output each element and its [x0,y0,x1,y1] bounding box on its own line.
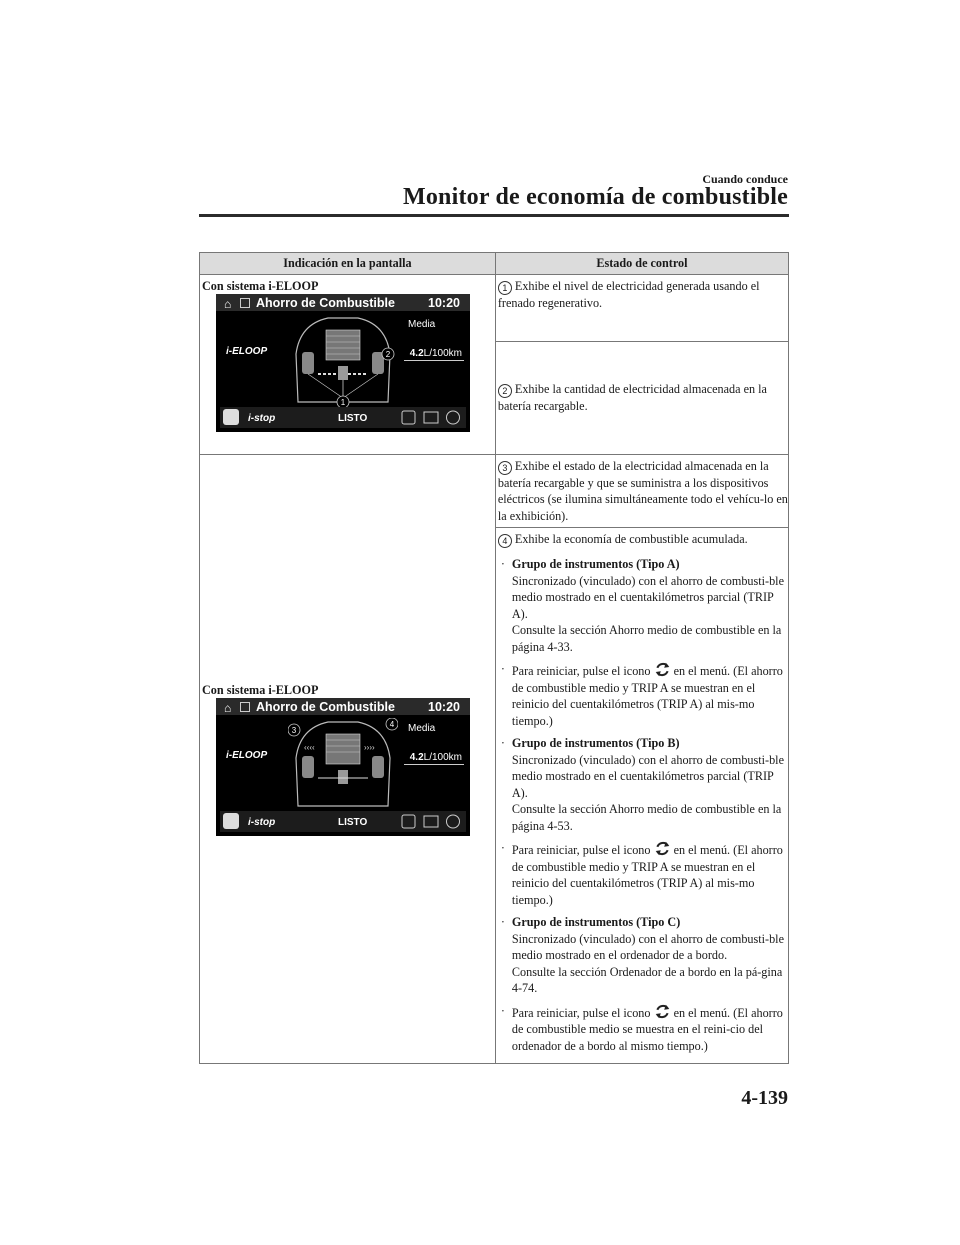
bullet-heading: Grupo de instrumentos (Tipo C) [511,915,681,929]
status-cell-1 [495,274,788,341]
home-icon: ⌂ [224,701,232,715]
bullet-text: Para reiniciar, pulse el icono [511,664,651,678]
auto-icon [223,813,239,829]
callout-4-icon: 4 [498,534,512,548]
status-icons [400,409,462,426]
col-header-display: Indicación en la pantalla [200,253,496,275]
average-label: Media [408,319,436,330]
display-cell-2 [200,454,496,1064]
screen-clock: 10:20 [428,296,460,310]
istop-label: i-stop [248,413,276,424]
callout-1: 1 [340,398,346,407]
istop-label: i-stop [248,817,276,828]
eloop-label: i-ELOOP [226,346,268,357]
monitor-screen-1 [216,294,470,432]
readout-underline [404,764,464,765]
bullet-text: Sincronizado (vinculado) con el ahorro de combusti-ble medio mostrado en el cuentakilómetros parcial (TRIP A). [511,752,784,800]
table-row [200,274,789,341]
screen-status-bar [220,811,466,832]
svg-text:››››: ›››› [364,743,375,752]
callout-2: 2 [385,350,391,359]
status-text-4: Exhibe la economía de combustible acumulada. [514,532,748,546]
status-text-3: Exhibe el estado de la electricidad almacenada en la batería recargable y que se suministra a los dispositivos eléctricos (se ilumina simultáneamente todo el vehícu-lo en la exhibición). [497,458,788,523]
car-diagram-icon [288,314,398,410]
instrument-list [498,556,788,1054]
home-icon: ⌂ [224,297,232,311]
page-number: 4-139 [741,1087,788,1109]
reset-icon [654,840,671,857]
table-row [200,454,789,528]
section-label: Cuando conduce [702,172,788,186]
list-item [498,1003,788,1055]
bullet-text: Para reiniciar, pulse el icono [511,843,651,857]
status-text-2: Exhibe la cantidad de electricidad almacenada en la batería recargable. [497,381,767,413]
fuel-economy-table [199,252,789,1064]
status-cell-3 [495,454,788,528]
row-label: Con sistema i-ELOOP [202,682,319,697]
bullet-text: en el menú. (El ahorro de combustible medio y TRIP A se muestran en el reinicio del cuentakilómetros (TRIP A) al mis-mo tiempo.) [511,843,783,907]
bullet-text: en el menú. (El ahorro de combustible medio y TRIP A se muestran en el reinicio del cuentakilómetros (TRIP A) al mis-mo tiempo.) [511,664,783,728]
bullet-text: Sincronizado (vinculado) con el ahorro de combusti-ble medio mostrado en el ordenador de a bordo. [511,931,784,962]
screen-title: Ahorro de Combustible [256,296,395,310]
callout-3: 3 [291,726,297,735]
header-rule [199,214,789,217]
list-item [498,914,788,997]
monitor-screen-2 [216,698,470,836]
list-item [498,735,788,834]
callout-1-icon: 1 [498,281,512,295]
bullet-text: Para reiniciar, pulse el icono [511,1005,651,1020]
fuel-value: 4.2 [409,348,424,359]
ready-label: LISTO [338,413,368,424]
menu-icon [240,702,250,712]
bullet-text: Sincronizado (vinculado) con el ahorro de combusti-ble medio mostrado en el cuentakilómetros parcial (TRIP A). [511,573,784,621]
reset-icon [654,1003,671,1020]
list-item [498,840,788,908]
fuel-value: 4.2 [409,752,424,763]
col-header-status: Estado de control [495,253,788,275]
bullet-text: Consulte la sección Ahorro medio de combustible en la página 4-33. [511,623,782,654]
fuel-unit: L/100km [423,752,462,763]
svg-text:‹‹‹‹: ‹‹‹‹ [304,743,315,752]
callout-3-icon: 3 [498,461,512,475]
fuel-unit: L/100km [423,348,462,359]
readout-underline [404,360,464,361]
eloop-label: i-ELOOP [226,750,268,761]
car-diagram-icon [288,718,398,814]
bullet-heading: Grupo de instrumentos (Tipo A) [511,557,680,571]
bullet-text: en el menú. (El ahorro de combustible medio se muestra en el reini-cio del ordenador de a bordo al mismo tiempo.) [511,1005,783,1053]
ready-label: LISTO [338,817,368,828]
average-label: Media [408,723,436,734]
status-cell-4 [495,528,788,1064]
display-cell-1 [200,274,496,454]
menu-icon [240,298,250,308]
bullet-text: Consulte la sección Ahorro medio de combustible en la página 4-53. [511,802,782,833]
status-icons [400,813,462,830]
reset-icon [654,661,671,678]
callout-2-icon: 2 [498,384,512,398]
screen-status-bar [220,407,466,428]
auto-icon [223,409,239,425]
list-item [498,661,788,729]
callout-4: 4 [389,720,395,729]
chapter-title: Monitor de economía de combustible [403,184,788,210]
screen-clock: 10:20 [428,700,460,714]
status-cell-2 [495,341,788,454]
list-item [498,556,788,655]
bullet-heading: Grupo de instrumentos (Tipo B) [511,736,680,750]
bullet-text: Consulte la sección Ordenador de a bordo en la pá-gina 4-74. [511,964,783,995]
screen-title: Ahorro de Combustible [256,700,395,714]
status-text-1: Exhibe el nivel de electricidad generada usando el frenado regenerativo. [497,278,760,310]
row-label: Con sistema i-ELOOP [202,278,319,293]
table-header-row [200,253,789,275]
